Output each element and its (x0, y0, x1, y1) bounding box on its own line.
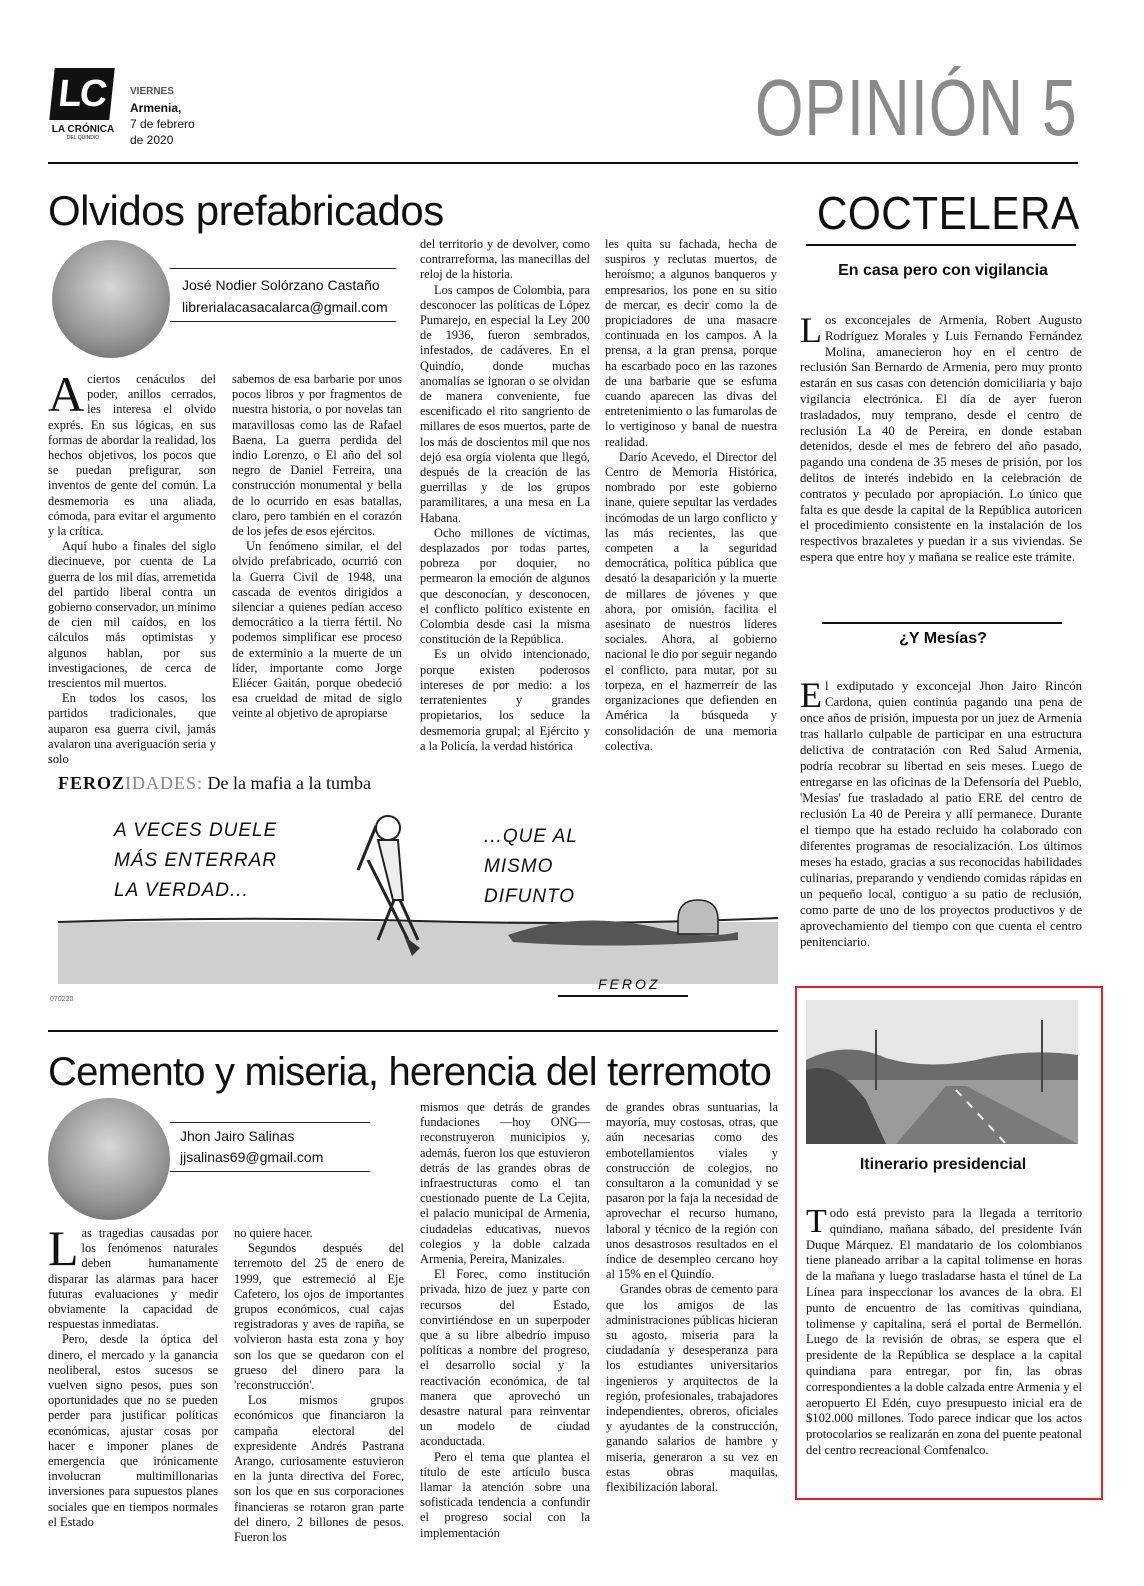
article2-col3 (420, 1100, 590, 1541)
cartoon-rule (48, 1030, 778, 1032)
article1-email[interactable]: librerialacasacalarca@gmail.com (182, 299, 388, 315)
paragraph: Pero el tema que plantea el título de este artículo busca llamar la atención sobre una sofisticada tendencia a confundir el progreso social con la implementación (420, 1449, 590, 1540)
cartoon-title: De la mafia a la tumba (207, 773, 371, 793)
cartoon-label-light: IDADES: (125, 773, 204, 793)
author-photo (48, 1098, 170, 1220)
dropcap: L (800, 310, 822, 350)
cartoon-bubble-right: ...QUE AL MISMO DIFUNTO (484, 826, 578, 907)
sidebar-item-2 (800, 675, 1082, 950)
logo-name: LA CRÓNICA (51, 124, 115, 135)
article1-author: José Nodier Solórzano Castaño (182, 277, 380, 293)
paragraph: Los mismos grupos económicos que financiaron la campaña electoral del expresidente Andrés Pastrana Arango, curiosamente estuvieron en la junta directiva del Forec, son los que en sus corporaciones financieras se rotaron gran parte del dinero, 2 billones de pesos. Fueron los (234, 1393, 404, 1545)
logo-letters: LC (49, 68, 114, 120)
masthead-year: de 2020 (130, 133, 174, 147)
article2-col4 (606, 1100, 778, 1495)
paragraph: de grandes obras suntuarias, la mayoría, muy costosas, otras, que aún necesarias como des embotellamientos viales y construcción de colegios, no consultaron a la comunidad y se pasaron por la faja la necesidad de aprovechar el recurso humano, laboral y técnico de la región con unos desastrosos resultados en el índice de desempleo cercano hoy al 15% en el Quindío. (606, 1100, 778, 1282)
cartoon-signature: FEROZ (598, 976, 661, 992)
author-photo (52, 240, 170, 358)
paragraph: odo está previsto para la llegada a territorio quindiano, mañana sábado, del presidente Iván Duque Márquez. El mandatario de los colombianos tiene planeado arribar a la capital tolimense en horas de la mañana y luego trasladarse hasta el túnel de La Línea para inspeccionar los avances de la obra. El punto de encuentro de las comitivas quindiana, tolimense y capitalina, será el portal de Bermellón. Luego de la revisión de obras, se espera que el presidente de la República se desplace a la capital quindiana para entregar, por fin, las obras correspondientes a la doble calzada entre Armenia y el aeropuerto El Edén, cuyo presupuesto inicial era de $102.000 millones. Todo parece indicar que los actos protocolarios se realizarán en zona del puente peatonal del centro recreacional Comfenalco. (806, 1206, 1082, 1457)
sidebar-item-3 (806, 1203, 1082, 1459)
paragraph: les quita su fachada, hecha de suspiros y reclutas muertos, de heroísmo; a algunos banqueros y empresarios, los pone en su sitio de mercar, es decir como la de propiciadores de una masacre continuada en los campos. A la prensa, a la gran prensa, porque ha escarbado poco en las razones de una barbarie que se esfuma cuando aparecen las divas del entretenimiento o las fumarolas de lo vertiginoso y banal de nuestra realidad. (605, 237, 777, 449)
paragraph: Es un olvido intencionado, porque existen poderosos intereses de por medio: a los terratenientes y grandes propietarios, los seduce la desmemoria grupal; al Ejército y a la Policía, la verdad histórica (420, 647, 590, 753)
masthead-city: Armenia, (130, 101, 182, 115)
cartoon-bubble-left: A VECES DUELE MÁS ENTERRAR LA VERDAD... (114, 820, 278, 901)
logo-sub: DEL QUINDÍO (66, 135, 100, 141)
paragraph: En todos los casos, los partidos tradicionales, que auparon esa guerra civil, jamás avalaron una averiguación seria y solo (48, 691, 216, 767)
sidebar-rule (806, 244, 1076, 246)
sidebar-heading-1: En casa pero con vigilancia (838, 262, 1048, 279)
dropcap: T (806, 1203, 827, 1240)
article2-col2 (234, 1226, 404, 1545)
cartoon-code: 070220 (50, 996, 74, 1003)
sidebar-heading-2: ¿Y Mesías? (899, 630, 987, 647)
paragraph: Segundos después del terremoto del 25 de enero de 1999, que estremeció al Eje Cafetero, los ojos de importantes grupos económicos, cual cajas registradoras y aves de rapiña, se volvieron hasta esta zona y hoy son los que se quedaron con el grueso del dinero para la 'reconstrucción'. (234, 1241, 404, 1393)
paragraph: as tragedias causadas por los fenómenos naturales deben humanamente disparar las alarmas para hacer futuras evaluaciones y medir obviamente la capacidad de respuestas inmediatas. (48, 1226, 218, 1332)
paragraph: no quiere hacer. (234, 1226, 313, 1240)
sidebar-title: COCTELERA (816, 187, 1080, 239)
paragraph: Los campos de Colombia, para desconocer las políticas de López Pumarejo, en especial la Ley 200 de 1936, fueron sembrados, infestados, de cadáveres. En el Quindío, donde muchas anomalías se ignoran o se olvidan de manera conveniente, fue escenificado el rito sangriento de millares de esos muertos, parte de los más de doscientos mil que nos dejó esa orgía violenta que llegó, después de la creación de las guerrillas y de los grupos paramilitares, a una mesa en La Habana. (420, 282, 590, 525)
paragraph: Ocho millones de víctimas, desplazados por todas partes, pobreza por doquier, no permearon la emoción de algunos que desconocían, y desconocen, el conflicto político existente en Colombia desde casi la misma constitución de la República. (420, 525, 590, 647)
paragraph: El Forec, como institución privada, hizo de juez y parte con recursos del Estado, convirtiéndose en un superpoder que a su libre albedrío impuso políticas a nombre del progreso, el desarrollo social y la reactivación económica, de tal manera que aprovechó un desastre natural para reinventar un modelo de ciudad aconductada. (420, 1267, 590, 1449)
road-photo-image (806, 1000, 1078, 1144)
article1-headline: Olvidos prefabricados (48, 187, 444, 234)
paragraph: Darío Acevedo, el Director del Centro de Memoria Histórica, nombrado por este gobierno inane, quiere sepultar las verdades incómodas de un largo conflicto y las más recientes, las que competen a la seguridad democrática, política pública que desató la desaparición y la muerte de millares de jóvenes y que ahora, por omisión, facilita el asesinato de nuestros líderes sociales. Ahora, al gobierno nacional le dio por seguir negando el conflicto, para mutar, por su torpeza, en el hazmerreír de las organizaciones que defienden en América la búsqueda y consolidación de una memoria colectiva. (605, 449, 777, 753)
cartoon-label-bold: FEROZ (58, 773, 126, 793)
masthead-day: VIERNES (130, 86, 174, 97)
paragraph: Pero, desde la óptica del dinero, el mercado y la ganancia neoliberal, estos sucesos se vuelven signo pesos, pues son oportunidades que no se pueden perder para justificar políticas económicas, ajustar cosas por hacer e imponer planes de emergencia que irónicamente involucran multimillonarias inversiones para supuestos planes sociales que en tiempos normales el Estado (48, 1332, 218, 1529)
paragraph: Grandes obras de cemento para que los amigos de las administraciones públicas hicieran su agosto, miseria para la ciudadanía y desesperanza para los estudiantes universitarios ingenieros y arquitectos de la región, profesionales, trabajadores independientes, obreros, oficiales y ayudantes de la construcción, ganando salarios de hambre y miseria, generaron a su vez en estas obras maquilas, flexibilización laboral. (606, 1282, 778, 1495)
paragraph: del territorio y de devolver, como contrarreforma, las manecillas del reloj de la historia. (420, 237, 590, 282)
article2-headline: Cemento y miseria, herencia del terremoto (48, 1050, 772, 1094)
logo (48, 62, 116, 140)
article2-col1 (48, 1220, 218, 1530)
dropcap: A (48, 366, 85, 422)
cartoon-panel (50, 800, 778, 1008)
article1-col1 (48, 366, 216, 767)
article1-col3 (420, 237, 590, 754)
sidebar-item-1 (800, 310, 1082, 566)
article2-email[interactable]: jjsalinas69@gmail.com (180, 1149, 324, 1165)
article2-author: Jhon Jairo Salinas (180, 1128, 295, 1144)
section-title: OPINIÓN 5 (755, 63, 1078, 152)
paragraph: Aquí hubo a finales del siglo diecinueve, por cuenta de La guerra de los mil días, arremetida del partido liberal contra un gobierno conservador, un mínimo de cien mil caídos, en los cálculos más optimistas y algunos hablan, por sus investigaciones, de cerca de trescientos mil muertos. (48, 539, 216, 691)
paragraph: l exdiputado y exconcejal Jhon Jairo Rincón Cardona, quien continúa pagando una pena de once años de prisión, impuesta por un juez de Armenia tras hallarlo culpable de participar en una estructura delictiva de contratación con Red Salud Armenia, podría recobrar su libertad en seis meses. Luego de entregarse en las oficinas de la Defensoría del Pueblo, 'Mesías' fue trasladado al patio ERE del centro de reclusión La 40 de Pereira y allí permanece. Durante el tiempo que ha estado recluido ha colaborado con diferentes programas de resocialización. Los últimos meses ha estado, gracias a sus reconocidas habilidades culinarias, preparando y vendiendo comidas rápidas en un pequeño local, contiguo a su patio de reclusión, como parte de uno de los proyectos productivos y de aprovechamiento del tiempo con que cuenta el centro penitenciario. (800, 679, 1082, 949)
paragraph: mismos que detrás de grandes fundaciones —hoy ONG— reconstruyeron municipios y, además, fueron los que estuvieron detrás de las grandes obras de infraestructuras como el tan cuestionado puente de La Cejita, el palacio municipal de Armenia, ciudadelas educativas, nuevos colegios y la doble calzada Armenia, Pereira, Manizales. (420, 1100, 590, 1267)
paragraph: ciertos cenáculos del poder, anillos cerrados, les interesa el olvido exprés. En sus lógicas, en sus formas de abordar la realidad, los hechos objetivos, los pocos que se puedan prefigurar, son inventos de gente del común. La desmemoria es una aliada, cómoda, para evitar el argumento y la crítica. (48, 372, 216, 539)
masthead-rule (48, 162, 1078, 164)
masthead-date: 7 de febrero (130, 117, 195, 131)
dropcap: E (800, 675, 822, 715)
article1-col4 (605, 237, 777, 754)
road-photo (806, 1000, 1078, 1144)
article1-col2 (232, 372, 402, 722)
sidebar-divider (822, 622, 1062, 624)
paragraph: Un fenómeno similar, el del olvido prefabricado, ocurrió con la Guerra Civil de 1948, una cascada de eventos dirigidos a silenciar a quienes pedían acceso democrático a la tierra fértil. No podemos simplificar ese proceso de exterminio a la muerte de un líder, importante como Jorge Eliécer Gaitán, porque obedeció esa crueldad de mitad de siglo veinte al objetivo de apropiarse (232, 539, 402, 721)
sidebar-heading-3: Itinerario presidencial (859, 1156, 1027, 1173)
paragraph: sabemos de esa barbarie por unos pocos libros y por fragmentos de nuestra historia, o por novelas tan maravillosas como las de Rafael Baena, La guerra perdida del indio Lorenzo, o El año del sol negro de Daniel Ferreira, una construcción monumental y bella de lo ocurrido en esas batallas, claro, pero también en el corazón de los jefes de esos ejércitos. (232, 372, 402, 539)
dropcap: L (48, 1220, 79, 1276)
paragraph: os exconcejales de Armenia, Robert Augusto Rodríguez Morales y Luis Fernando Fernández Molina, amanecieron hoy en el centro de reclusión San Bernardo de Armenia, pero muy pronto estarán en sus casas con detención domiciliaria y bajo vigilancia electrónica. El día de ayer fueron trasladados, muy temprano, desde el centro de reclusión La 40 de Pereira, en donde estaban detenidos, desde el mes de febrero del año pasado, pagando una condena de 35 meses de prisión, por los delitos de interés indebido en la celebración de contratos y peculado por apropiación. Lo único que falta es que desde la capital de la República autoricen el procedimiento consistente en la instalación de los respectivos brazaletes y puedan ir a sus viviendas. Se espera que entre hoy y mañana se realice este trámite. (800, 313, 1082, 564)
